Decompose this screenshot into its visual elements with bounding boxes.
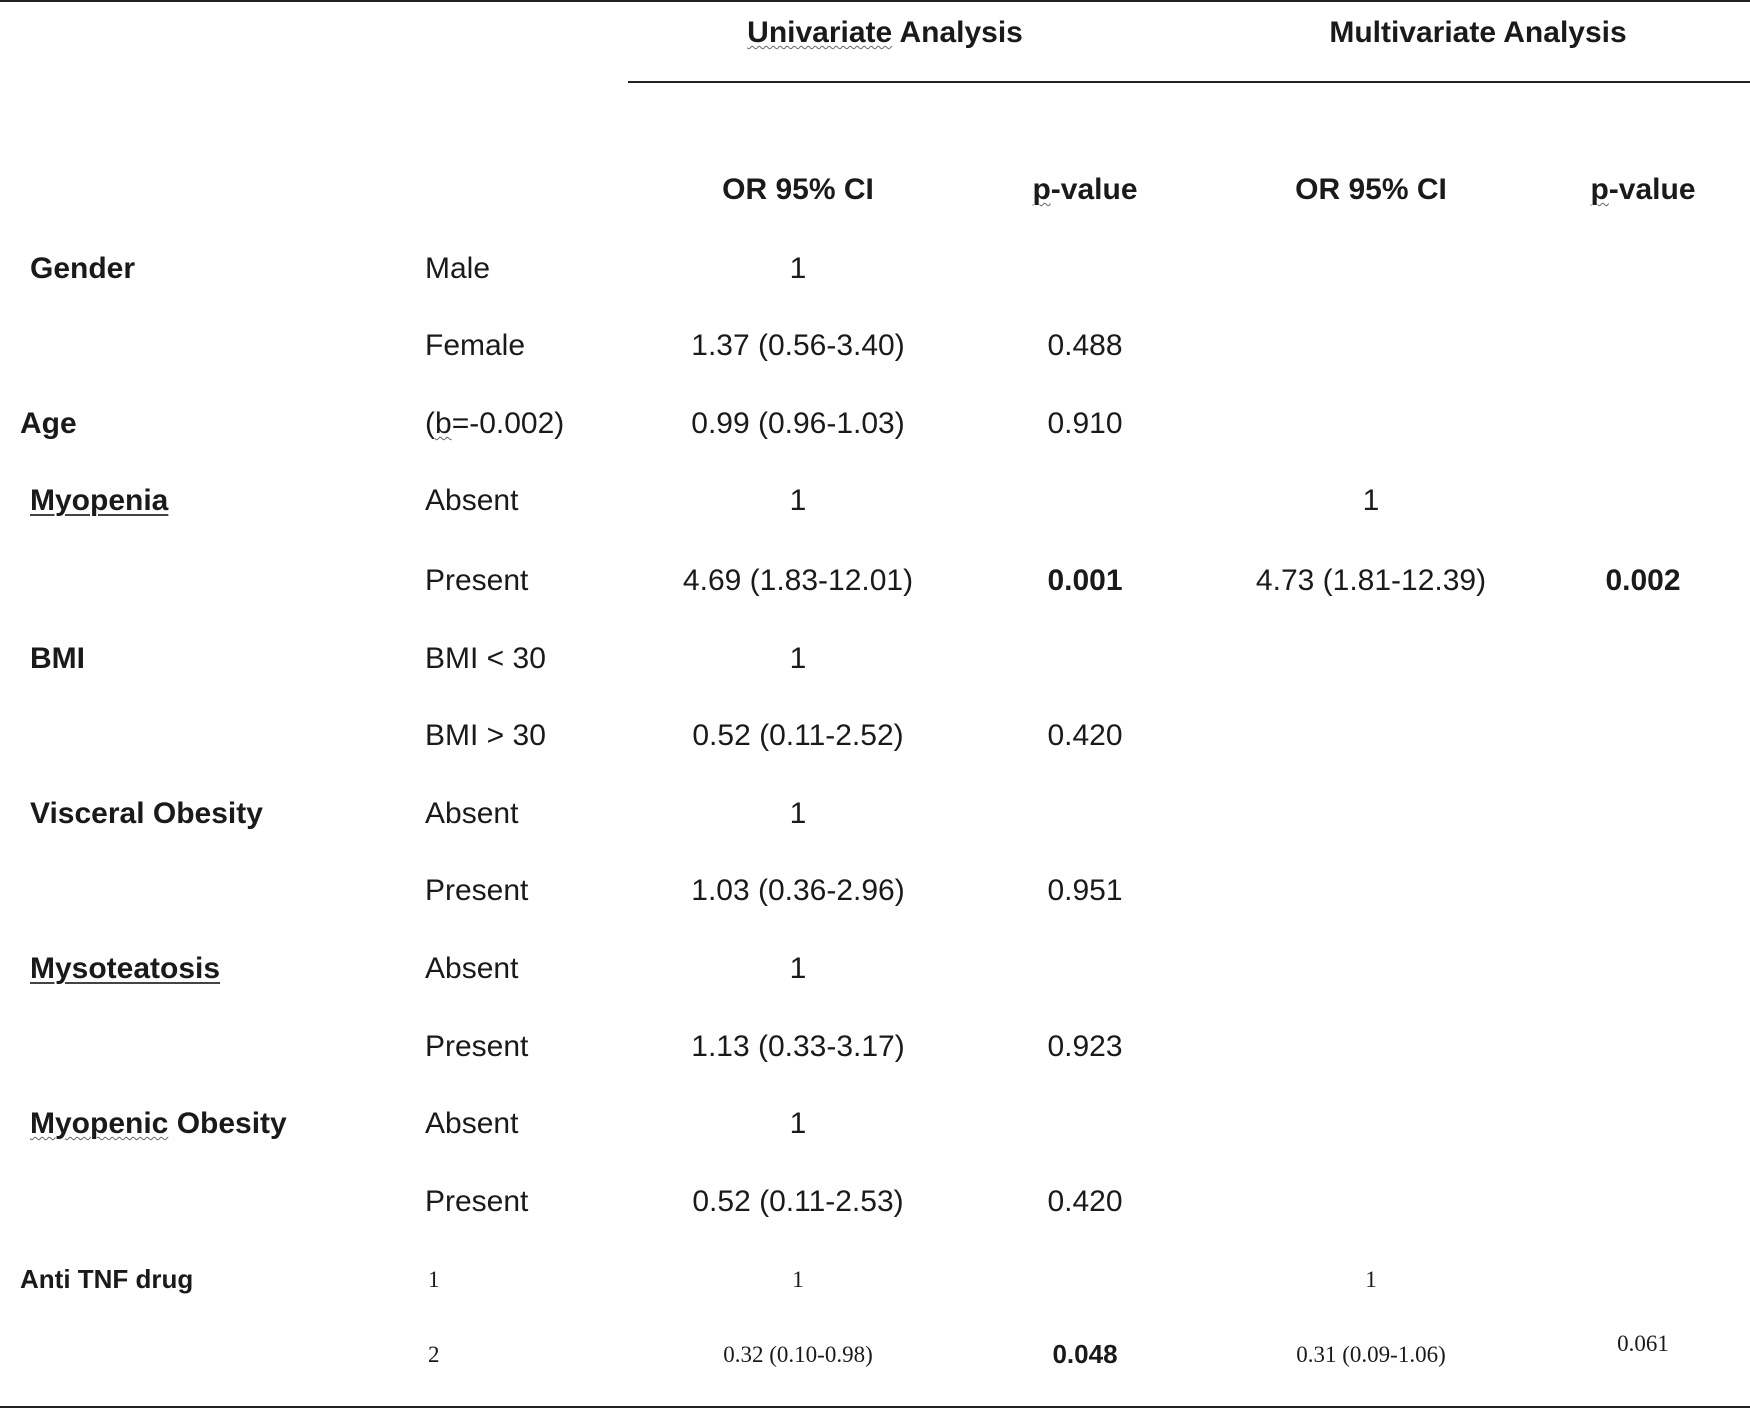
gender-male: Male	[425, 252, 491, 285]
age-or: 0.99 (0.96-1.03)	[691, 407, 905, 440]
top-rule	[0, 0, 1750, 2]
or-ci-header-multivariate: OR 95% CI	[1295, 173, 1447, 206]
bmi-gt-or: 0.52 (0.11-2.52)	[692, 719, 904, 752]
visceral-present-or: 1.03 (0.36-2.96)	[691, 874, 905, 907]
myosteatosis-absent: Absent	[425, 952, 519, 985]
age-p: 0.910	[1047, 407, 1123, 440]
gender-male-or: 1	[789, 252, 807, 285]
univariate-header: Univariate Analysis	[747, 16, 1023, 49]
pvalue-header-univariate: p-value	[1032, 173, 1138, 206]
anti-tnf-level2-mv-p: 0.061	[1617, 1331, 1669, 1356]
bmi-gt: BMI > 30	[425, 719, 546, 752]
anti-tnf-level2: 2	[428, 1342, 440, 1367]
myosteatosis-label: Mysoteatosis	[30, 952, 221, 985]
visceral-absent-or: 1	[789, 797, 807, 830]
myopenic-obesity-label: Myopenic Obesity	[30, 1107, 287, 1140]
gender-female: Female	[425, 329, 526, 362]
myopenia-present-or: 4.69 (1.83-12.01)	[682, 564, 914, 597]
multivariate-header: Multivariate Analysis	[1329, 16, 1627, 49]
myopenia-present-p: 0.001	[1047, 564, 1123, 597]
visceral-present: Present	[425, 874, 529, 907]
gender-female-p: 0.488	[1047, 329, 1123, 362]
anti-tnf-level2-or: 0.32 (0.10-0.98)	[723, 1342, 873, 1367]
visceral-present-p: 0.951	[1047, 874, 1123, 907]
age-label: Age	[20, 407, 77, 440]
header-group-rule	[628, 81, 1750, 83]
bmi-lt: BMI < 30	[425, 642, 546, 675]
myopenia-absent-mv-or: 1	[1362, 484, 1380, 517]
anti-tnf-level2-p: 0.048	[1052, 1339, 1118, 1369]
myopenic-obesity-present: Present	[425, 1185, 529, 1218]
myosteatosis-present-p: 0.923	[1047, 1030, 1123, 1063]
anti-tnf-level1-or: 1	[792, 1267, 804, 1292]
visceral-label: Visceral Obesity	[30, 797, 263, 830]
anti-tnf-level2-mv-or: 0.31 (0.09-1.06)	[1296, 1342, 1446, 1367]
anti-tnf-level1: 1	[428, 1267, 440, 1292]
myopenic-obesity-absent: Absent	[425, 1107, 519, 1140]
gender-female-or: 1.37 (0.56-3.40)	[691, 329, 905, 362]
myosteatosis-absent-or: 1	[789, 952, 807, 985]
myopenic-obesity-present-or: 0.52 (0.11-2.53)	[692, 1185, 904, 1218]
anti-tnf-level1-mv-or: 1	[1365, 1267, 1377, 1292]
myopenia-present: Present	[425, 564, 529, 597]
gender-label: Gender	[30, 252, 136, 285]
or-ci-header-univariate: OR 95% CI	[722, 173, 874, 206]
myopenic-obesity-absent-or: 1	[789, 1107, 807, 1140]
visceral-absent: Absent	[425, 797, 519, 830]
pvalue-header-multivariate: p-value	[1590, 173, 1696, 206]
myopenia-present-mv-p: 0.002	[1605, 564, 1681, 597]
myopenia-present-mv-or: 4.73 (1.81-12.39)	[1255, 564, 1487, 597]
anti-tnf-label: Anti TNF drug	[20, 1264, 194, 1294]
myosteatosis-present: Present	[425, 1030, 529, 1063]
myopenia-absent: Absent	[425, 484, 519, 517]
myopenia-label: Myopenia	[30, 484, 169, 517]
bmi-gt-p: 0.420	[1047, 719, 1123, 752]
bmi-lt-or: 1	[789, 642, 807, 675]
myopenic-obesity-present-p: 0.420	[1047, 1185, 1123, 1218]
myopenia-absent-or: 1	[789, 484, 807, 517]
myosteatosis-present-or: 1.13 (0.33-3.17)	[691, 1030, 905, 1063]
bmi-label: BMI	[30, 642, 85, 675]
age-coefficient: (b=-0.002)	[425, 407, 565, 440]
